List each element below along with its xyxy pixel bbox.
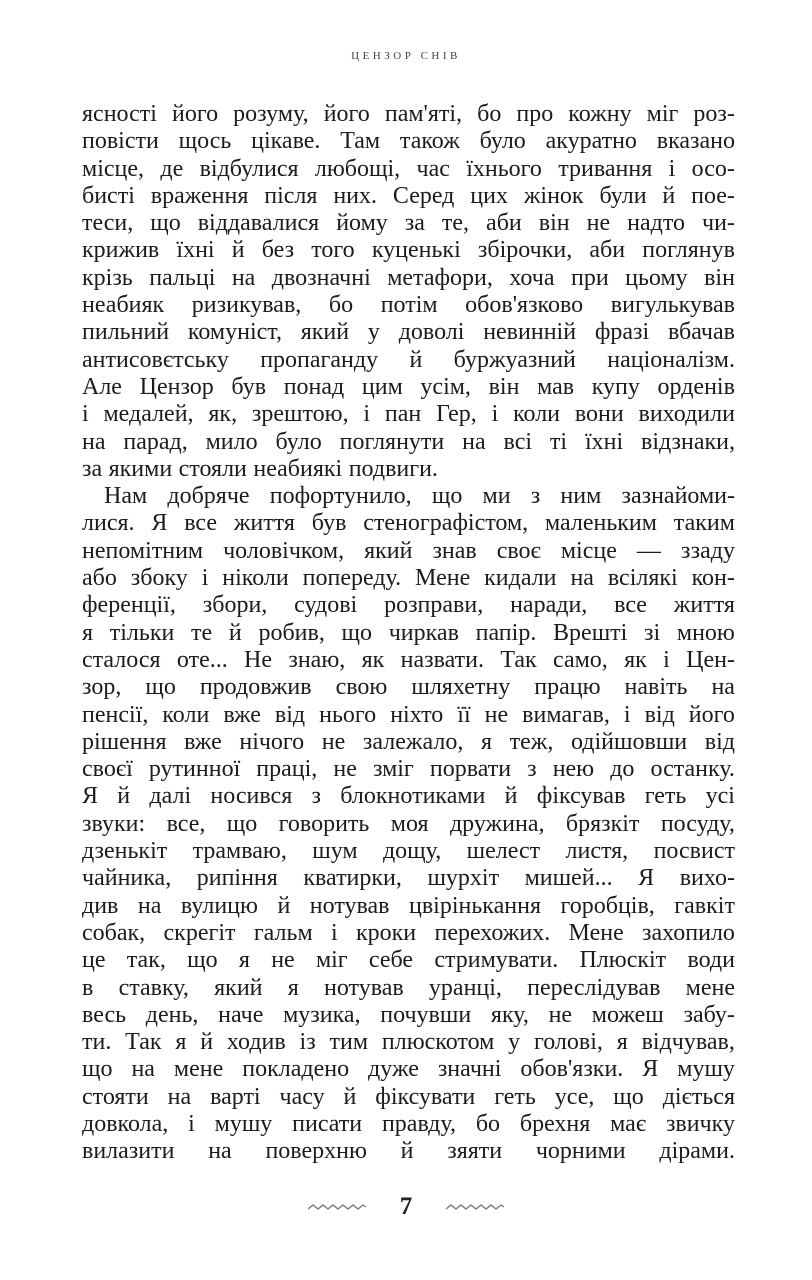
page-number: 7 — [399, 1193, 413, 1220]
text-line: пильний комуніст, який у доволі невинній фразі вбачав — [82, 319, 735, 346]
body-text — [82, 101, 735, 1166]
text-line: місце, де відбулися любощі, час їхнього тривання і осо- — [82, 155, 735, 182]
text-line: своєї рутинної праці, не зміг порвати з нею до останку. — [82, 756, 735, 783]
text-line: антисовєтську пропаганду й буржуазний націоналізм. — [82, 346, 735, 373]
text-line: зор, що продовжив свою шляхетну працю навіть на — [82, 674, 735, 701]
text-line: звуки: все, що говорить моя дружина, брязкіт посуду, — [82, 810, 735, 837]
text-line: крізь пальці на двозначні метафори, хоча при цьому він — [82, 264, 735, 291]
text-line: повісти щось цікаве. Там також було акуратно вказано — [82, 128, 735, 155]
text-line: я тільки те й робив, що чиркав папір. Врешті зі мною — [82, 619, 735, 646]
text-line: на парад, мило було поглянути на всі ті їхні відзнаки, — [82, 428, 735, 455]
text-line: рішення вже нічого не залежало, я теж, одійшовши від — [82, 728, 735, 755]
wave-ornament-icon — [446, 1202, 504, 1212]
text-line: за якими стояли неабиякі подвиги. — [82, 455, 438, 482]
text-line: в ставку, який я нотував уранці, переслідував мене — [82, 974, 735, 1001]
text-line: Нам добряче пофортунило, що ми з ним зазнайоми- — [104, 483, 735, 510]
text-line: ясності його розуму, його пам'яті, бо про кожну міг роз- — [82, 101, 735, 127]
text-line: собак, скрегіт гальм і кроки перехожих. Мене захопило — [82, 919, 735, 946]
text-line: що на мене покладено дуже значні обов'язки. Я мушу — [82, 1056, 735, 1083]
text-line: див на вулицю й нотував цвірінькання горобців, гавкіт — [82, 892, 735, 919]
wave-ornament-icon — [308, 1202, 366, 1212]
text-line: ти. Так я й ходив із тим плюскотом у голові, я відчував, — [82, 1029, 735, 1056]
text-line: крижив їхні й без того куценькі збірочки, аби поглянув — [82, 237, 735, 264]
text-line: дзенькіт трамваю, шум дощу, шелест листя, посвист — [82, 838, 735, 865]
text-line: чайника, рипіння кватирки, шурхіт мишей... Я вихо- — [82, 865, 735, 892]
text-line: це так, що я не міг себе стримувати. Плюскіт води — [82, 947, 735, 974]
running-head: ЦЕНЗОР СНІВ — [351, 50, 461, 62]
text-line: бисті враження після них. Серед цих жінок були й пое- — [82, 182, 735, 209]
text-line: і медалей, як, зрештою, і пан Гер, і коли вони виходили — [82, 401, 735, 428]
page-footer — [0, 1193, 812, 1221]
text-line: стояти на варті часу й фіксувати геть усе, що діється — [82, 1083, 735, 1110]
text-line: непомітним чоловічком, який знав своє місце — ззаду — [82, 537, 735, 564]
paragraph — [82, 483, 735, 1165]
text-line: Але Цензор був понад цим усім, він мав купу орденів — [82, 373, 735, 400]
text-line: лися. Я все життя був стенографістом, маленьким таким — [82, 510, 735, 537]
text-line: Я й далі носився з блокнотиками й фіксував геть усі — [82, 783, 735, 810]
text-line: довкола, і мушу писати правду, бо брехня має звичку — [82, 1110, 735, 1137]
text-line: або збоку і ніколи попереду. Мене кидали на всілякі кон- — [82, 565, 735, 592]
text-line: сталося оте... Не знаю, як назвати. Так само, як і Цен- — [82, 646, 735, 673]
paragraph — [82, 101, 735, 483]
text-line: весь день, наче музика, почувши яку, не можеш забу- — [82, 1001, 735, 1028]
text-line: вилазити на поверхню й зяяти чорними дірами. — [82, 1138, 735, 1165]
text-line: ференції, збори, судові розправи, наради, все життя — [82, 592, 735, 619]
text-line: теси, що віддавалися йому за те, аби він не надто чи- — [82, 210, 735, 237]
text-line: пенсії, коли вже від нього ніхто її не вимагав, і від його — [82, 701, 735, 728]
text-line: неабияк ризикував, бо потім обов'язково вигулькував — [82, 292, 735, 319]
